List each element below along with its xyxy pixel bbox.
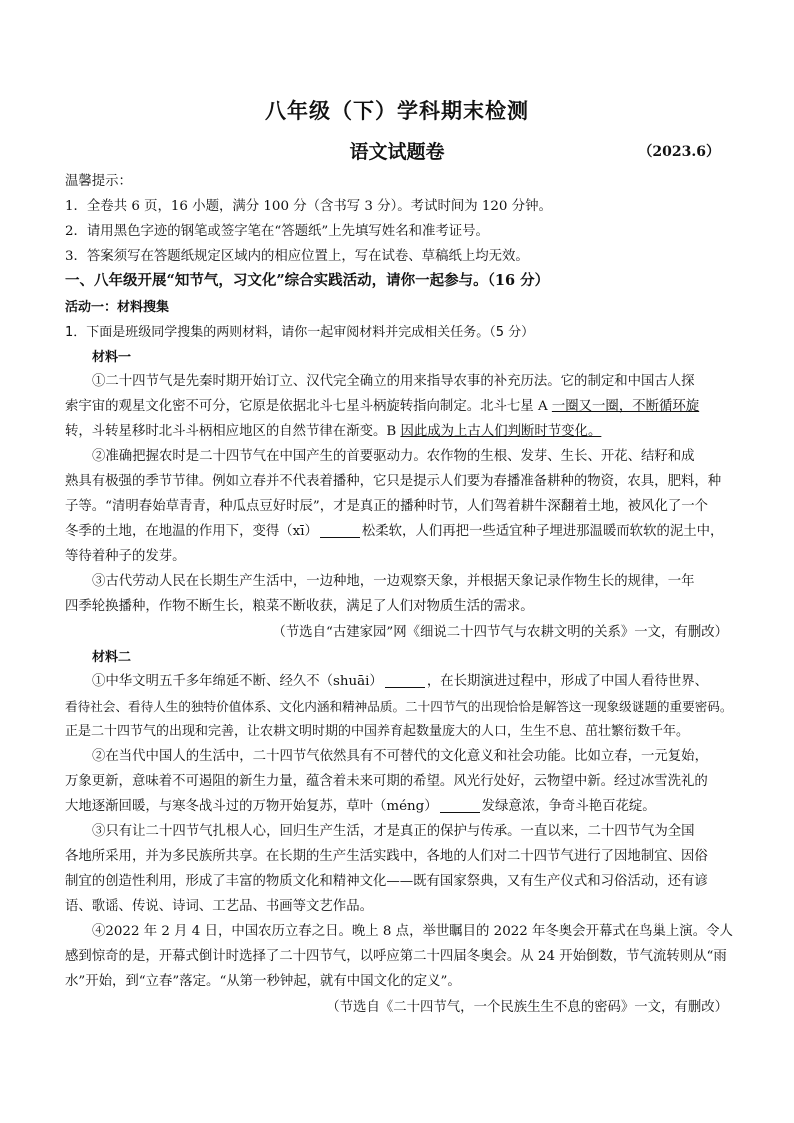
m1-source: （节选自“古建家园”网《细说二十四节气与农耕文明的关系》一文，有删改） — [272, 625, 728, 640]
m1-p2-line: 等待着种子的发芽。 — [65, 549, 186, 564]
pinyin-prompt: 大地逐渐回暖，与寒冬战斗过的万物开始复苏，草叶（méng） — [65, 799, 438, 814]
exam-subtitle: 语文试题卷 — [349, 141, 445, 163]
m1-p2-line — [65, 522, 728, 542]
fill-blank[interactable] — [385, 673, 425, 688]
material-2-label: 材料二 — [92, 650, 132, 665]
notice-item: 2．请用黑色字迹的钢笔或签字笔在“答题纸”上先填写姓名和准考证号。 — [65, 224, 489, 239]
m1-p1-line: ①二十四节气是先秦时期开始订立、汉代完全确立的用来指导农事的补充历法。它的制定和中国古人探 — [92, 374, 695, 389]
m2-p4-line: 水”开始，到“立春”落定。“从第一秒钟起，就有中国文化的定义”。 — [65, 974, 461, 989]
fill-blank[interactable] — [320, 523, 360, 538]
fill-blank[interactable] — [440, 798, 480, 813]
notice-heading: 温馨提示： — [65, 174, 132, 189]
material-1-label: 材料一 — [92, 350, 132, 365]
m2-p1-line: 正是二十四节气的出现和完善，让农耕文明时期的中国养育起数量庞大的人口，生生不息、茁壮繁衍数千年。 — [65, 724, 690, 739]
underlined-sentence-b: 因此成为上古人们判断时节变化。 — [400, 424, 602, 439]
notice-item: 3．答案须写在答题纸规定区域内的相应位置上，写在试卷、草稿纸上均无效。 — [65, 249, 529, 264]
m1-p2-line: ②准确把握农时是二十四节气在中国产生的首要驱动力。农作物的生根、发芽、生长、开花、结籽和成 — [92, 449, 695, 464]
m1-p1-text: 索宇宙的观星文化密不可分，它原是依据北斗七星斗柄旋转指向制定。北斗七星 — [65, 399, 534, 414]
underlined-sentence-a: 一圈又一圈，不断循环旋 — [551, 399, 700, 414]
m1-p3-line: 四季轮换播种，作物不断生长，粮菜不断收获，满足了人们对物质生活的需求。 — [65, 599, 534, 614]
m2-source: （节选自《二十四节气，一个民族生生不息的密码》一文，有删改） — [326, 1000, 728, 1015]
notice-item: 1．全卷共 6 页，16 小题，满分 100 分（含书写 3 分）。考试时间为 120 分钟。 — [65, 199, 552, 214]
pinyin-prompt: ①中华文明五千多年绵延不断、经久不（shuāi） — [92, 674, 383, 689]
m2-p1-text: ，在长期演进过程中，形成了中国人看待世界、 — [426, 674, 709, 689]
m1-p1-line — [65, 397, 728, 417]
m1-p1-text: 转，斗转星移时北斗斗柄相应地区的自然节律在渐变。B — [65, 424, 397, 439]
m2-p2-line: 万象更新，意味着不可遏阻的新生力量，蕴含着未来可期的希望。风光行处好，云物望中新。经过冰雪洗礼的 — [65, 774, 708, 789]
section-heading: 一、八年级开展“知节气，习文化”综合实践活动，请你一起参与。（16 分） — [65, 272, 550, 289]
m2-p2-text: 发绿意浓，争奇斗艳百花绽。 — [481, 799, 656, 814]
m2-p4-line: ④2022 年 2 月 4 日，中国农历立春之日。晚上 8 点，举世瞩目的 2022 年冬奥会开幕式在鸟巢上演。令人 — [92, 924, 733, 939]
question-1: 1．下面是班级同学搜集的两则材料，请你一起审阅材料并完成相关任务。（5 分） — [65, 325, 535, 340]
m2-p3-line: ③只有让二十四节气扎根人心，回归生产生活，才是真正的保护与传承。一直以来，二十四节气为全国 — [92, 824, 695, 839]
m2-p2-line — [65, 797, 728, 817]
m2-p3-line: 制宜的创造性利用，形成了丰富的物质文化和精神文化——既有国家祭典，又有生产仪式和习俗活动，还有谚 — [65, 874, 708, 889]
m1-p2-line: 熟具有极强的季节节律。例如立春并不代表着播种，它只是提示人们要为春播准备耕种的物资，农具，肥料，种 — [65, 474, 722, 489]
m2-p4-line: 感到惊奇的是，开幕式倒计时选择了二十四节气，以呼应第二十四届冬奥会。从 24 开始倒数，节气流转则从“雨 — [65, 949, 727, 964]
m1-p2-line: 子等。“清明春始草青青，种瓜点豆好时辰”，才是真正的播种时节，人们驾着耕牛深翻着土地，被风化了一个 — [65, 499, 709, 514]
m2-p3-line: 语、歌谣、传说、诗词、工艺品、书画等文艺作品。 — [65, 899, 373, 914]
activity-heading: 活动一：材料搜集 — [65, 300, 170, 315]
m1-p1-line — [65, 422, 728, 442]
m1-p3-line: ③古代劳动人民在长期生产生活中，一边种地，一边观察天象，并根据天象记录作物生长的规律，一年 — [92, 574, 695, 589]
exam-title: 八年级（下）学科期末检测 — [265, 98, 529, 123]
m2-p1-line: 看待社会、看待人生的独特价值体系、文化内涵和精神品质。二十四节气的出现恰恰是解答这一现象级谜题的重要密码。 — [65, 699, 733, 714]
marker-a: A — [537, 399, 548, 414]
exam-date: （2023.6） — [638, 144, 720, 160]
m2-p3-line: 各地所采用，并为多民族所共享。在长期的生产生活实践中，各地的人们对二十四节气进行了因地制宜、因俗 — [65, 849, 708, 864]
m2-p2-line: ②在当代中国人的生活中，二十四节气依然具有不可替代的文化意义和社会功能。比如立春，一元复始， — [92, 749, 708, 764]
m2-p1-line — [92, 672, 728, 692]
pinyin-prompt: 冬季的土地，在地温的作用下，变得（xī） — [65, 524, 318, 539]
m1-p2-text: 松柔软，人们再把一些适宜种子埋进那温暖而软软的泥土中， — [361, 524, 724, 539]
